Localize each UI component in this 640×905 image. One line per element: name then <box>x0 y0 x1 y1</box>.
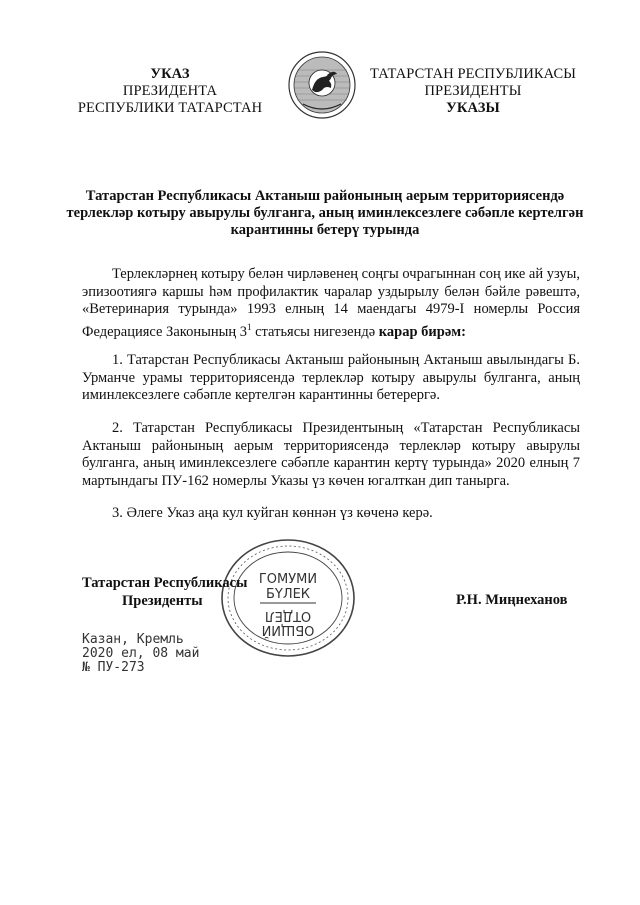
preamble-decree: карар бирәм: <box>378 323 466 340</box>
stamp-line2: БҮЛЕК <box>265 587 311 602</box>
header-right <box>368 66 578 117</box>
footer-number: № ПУ-273 <box>82 660 145 675</box>
preamble-tail: статьясы нигезендә <box>251 323 379 340</box>
stamp-line3: ОТДЕЛ <box>264 608 312 623</box>
header-left-line2: ПРЕЗИДЕНТА <box>122 83 218 99</box>
footer-place: Казан, Кремль <box>82 632 184 647</box>
paragraph-item-2: 2. Татарстан Республикасы Президентының «Татарстан Республикасы Актаныш районының аерым территориясендә терлекләр котыру авырулы булганга, аның иминлексезлеге сәбәпле карантин кертү турында» 2020 елның 7 мартындагы ПУ-162 номерлы Указы үз көчен югалткан дип танырга. <box>82 420 580 489</box>
header-right-line3: УКАЗЫ <box>446 100 500 116</box>
coat-of-arms-emblem-icon <box>287 50 357 120</box>
document-title: Татарстан Республикасы Актаныш районының аерым территориясендә терлекләр котыру авырулы булганга, аның иминлексезлеге сәбәпле кертелгән карантинны бетерү турында <box>66 188 584 238</box>
signature-title-line2: Президенты <box>122 593 203 609</box>
signatory-name: Р.Н. Миңнеханов <box>456 592 568 608</box>
header-left <box>70 66 270 117</box>
header-right-line1: ТАТАРСТАН РЕСПУБЛИКАСЫ <box>369 66 577 82</box>
paragraph-item-3: 3. Әлеге Указ аңа кул куйган көннән үз көченә керә. <box>112 505 433 521</box>
signature-title-line1: Татарстан Республикасы <box>82 575 248 591</box>
header-left-line1: УКАЗ <box>150 66 190 82</box>
paragraph-item-1: 1. Татарстан Республикасы Актаныш районының Актаныш авылындагы Б. Урманче урамы территориясендә терлекләр котыру авырулы булганга, аның иминлексезлеге сәбәпле кертелгән карантинны бетерергә. <box>82 352 580 404</box>
header-right-line2: ПРЕЗИДЕНТЫ <box>424 83 522 99</box>
signature-title <box>82 574 247 610</box>
document-footer <box>82 633 199 675</box>
header-left-line3: РЕСПУБЛИКИ ТАТАРСТАН <box>77 100 263 116</box>
paragraph-preamble <box>82 266 580 341</box>
preamble-superscript: 1 <box>246 321 252 332</box>
stamp-line4: ОБЩИЙ <box>261 622 315 637</box>
footer-date: 2020 ел, 08 май <box>82 646 200 661</box>
preamble-text: Терлекләрнең котыру белән чирләвенең соңгы очрагыннан соң ике ай узуы, эпизоотиягә каршы һәм профилактик чаралар уздырылу белән бәйле рәвештә, «Ветеринария турында» 1993 елның 14 маендагы 4979-I номерлы Россия Федерациясе Законының 3 <box>82 266 580 340</box>
stamp-line1: ГОМУМИ <box>258 572 318 587</box>
